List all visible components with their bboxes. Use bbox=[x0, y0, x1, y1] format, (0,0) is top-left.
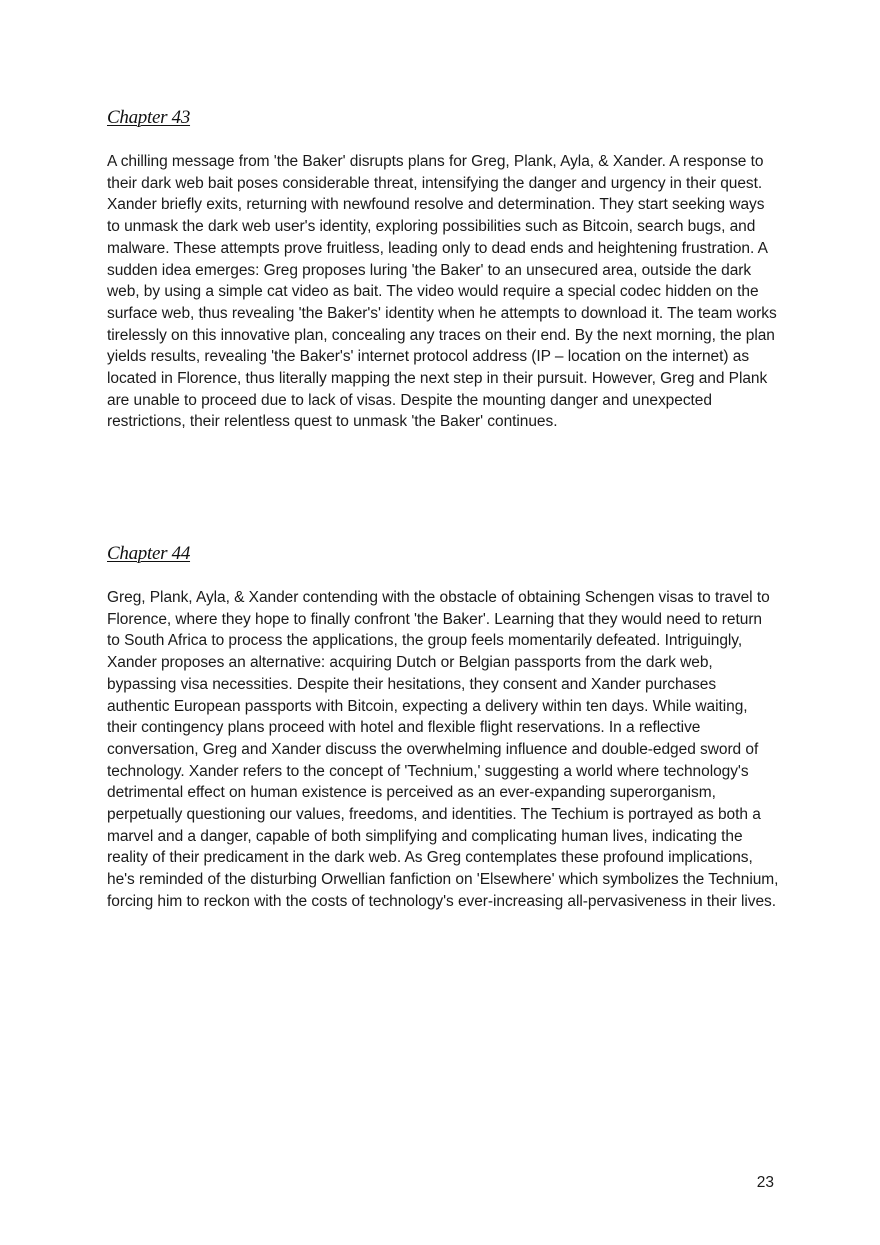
chapter-43-summary: A chilling message from 'the Baker' disrupts plans for Greg, Plank, Ayla, & Xander. A response to their dark web bait poses considerable threat, intensifying the danger and urgency in their quest. Xander briefly exits, returning with newfound resolve and determination. They start seeking ways to unmask the dark web user's identity, exploring possibilities such as Bitcoin, search bugs, and malware. These attempts prove fruitless, leading only to dead ends and heightening frustration. A sudden idea emerges: Greg proposes luring 'the Baker' to an unsecured area, outside the dark web, by using a simple cat video as bait. The video would require a special codec hidden on the surface web, thus revealing 'the Baker's' identity when he attempts to download it. The team works tirelessly on this innovative plan, concealing any traces on their end. By the next morning, the plan yields results, revealing 'the Baker's' internet protocol address (IP – location on the internet) as located in Florence, thus literally mapping the next step in their pursuit. However, Greg and Plank are unable to proceed due to lack of visas. Despite the mounting danger and unexpected restrictions, their relentless quest to unmask 'the Baker' continues. bbox=[107, 153, 777, 431]
chapter-44-heading: Chapter 44 bbox=[107, 543, 191, 564]
chapter-43-heading: Chapter 43 bbox=[107, 107, 191, 128]
chapter-44-summary: Greg, Plank, Ayla, & Xander contending with the obstacle of obtaining Schengen visas to travel to Florence, where they hope to finally confront 'the Baker'. Learning that they would need to return to South Africa to process the applications, the group feels momentarily defeated. Intriguingly, Xander proposes an alternative: acquiring Dutch or Belgian passports from the dark web, bypassing visa necessities. Despite their hesitations, they consent and Xander purchases authentic European passports with Bitcoin, expecting a delivery within ten days. While waiting, their contingency plans proceed with hotel and flexible flight reservations. In a reflective conversation, Greg and Xander discuss the overwhelming influence and double-edged sword of technology. Xander refers to the concept of 'Technium,' suggesting a world where technology's detrimental effect on human existence is perceived as an ever-expanding superorganism, perpetually questioning our values, freedoms, and identities. The Techium is portrayed as both a marvel and a danger, capable of both simplifying and complicating human lives, indicating the reality of their predicament in the dark web. As Greg contemplates these profound implications, he's reminded of the disturbing Orwellian fanfiction on 'Elsewhere' which symbolizes the Technium, forcing him to reckon with the costs of technology's ever-increasing all-pervasiveness in their lives. bbox=[107, 589, 779, 910]
page-number: 23 bbox=[756, 1174, 774, 1191]
